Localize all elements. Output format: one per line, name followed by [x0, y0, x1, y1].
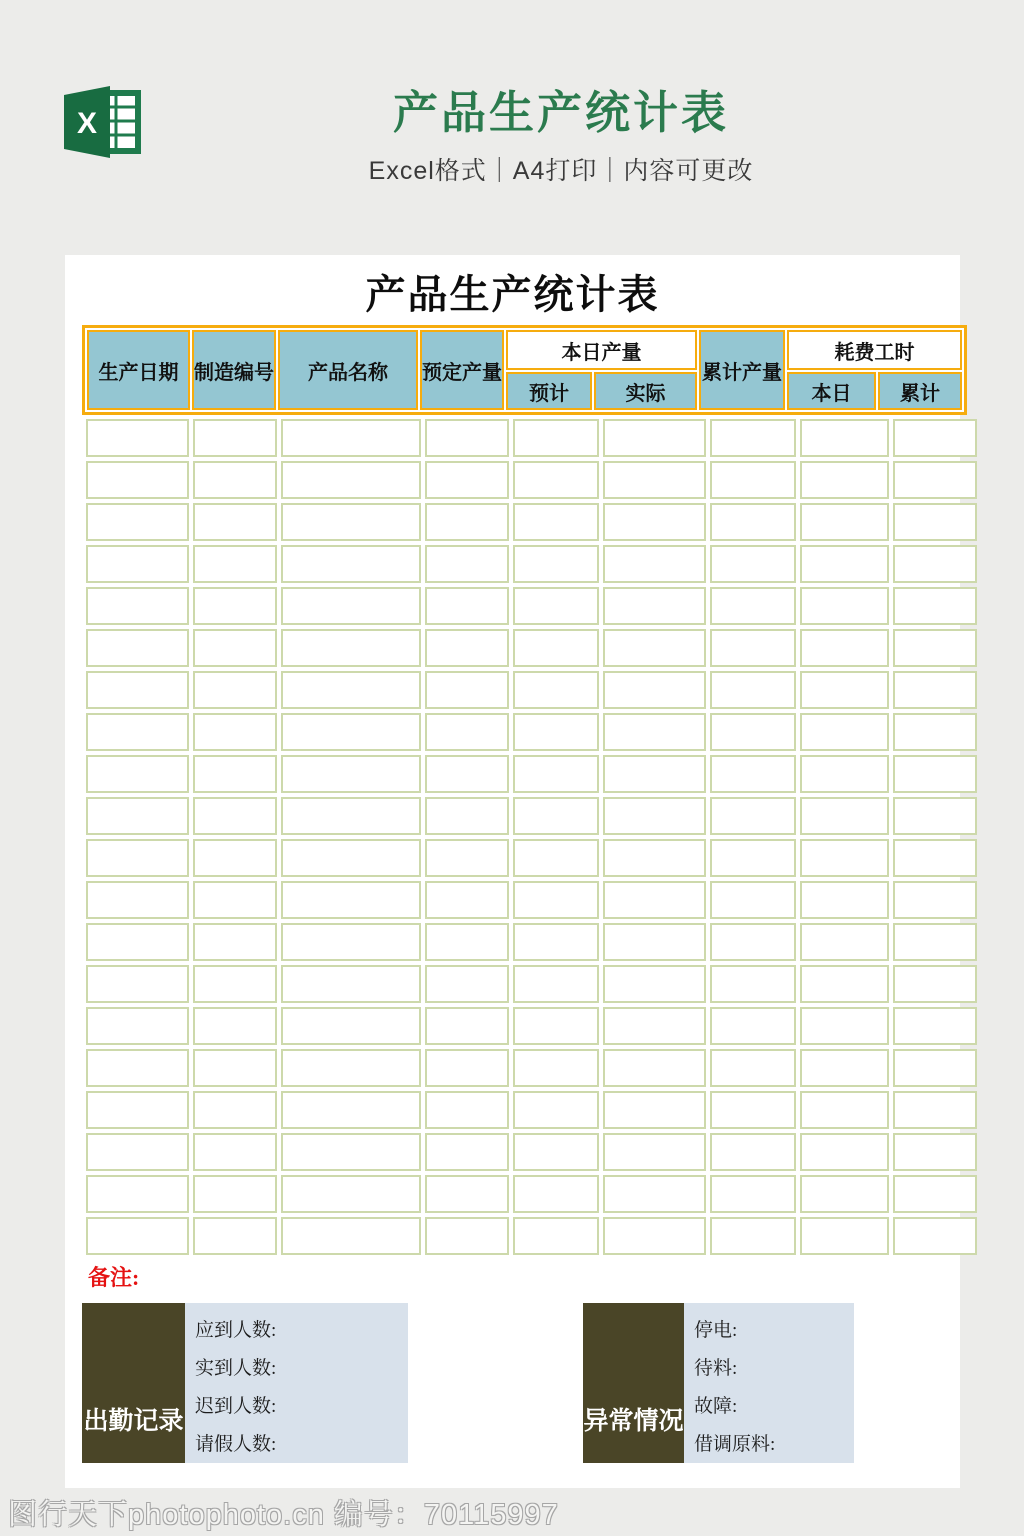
- body-cell: [603, 629, 706, 667]
- body-cell: [425, 797, 509, 835]
- body-row: [86, 461, 977, 499]
- col-header-planned-output: 预定产量: [420, 330, 504, 410]
- body-cell: [603, 797, 706, 835]
- body-cell: [800, 881, 889, 919]
- body-cell: [425, 1175, 509, 1213]
- body-cell: [603, 671, 706, 709]
- body-cell: [86, 923, 189, 961]
- body-cell: [86, 839, 189, 877]
- body-cell: [281, 797, 421, 835]
- abnormal-block: [583, 1303, 854, 1463]
- body-cell: [86, 1133, 189, 1171]
- body-cell: [710, 713, 796, 751]
- body-cell: [193, 1217, 277, 1255]
- body-cell: [710, 461, 796, 499]
- body-cell: [86, 881, 189, 919]
- body-cell: [800, 587, 889, 625]
- body-cell: [513, 1091, 599, 1129]
- body-cell: [800, 1091, 889, 1129]
- body-cell: [425, 587, 509, 625]
- body-cell: [193, 545, 277, 583]
- watermark-text: 图行天下photophoto.cn 编号：70115997: [8, 1499, 559, 1531]
- body-cell: [193, 1133, 277, 1171]
- abnormal-row-breakdown: 故障:: [694, 1395, 738, 1417]
- col-header-production-date: 生产日期: [87, 330, 190, 410]
- body-cell: [193, 419, 277, 457]
- attendance-rows: [185, 1303, 408, 1463]
- body-cell: [893, 587, 977, 625]
- body-cell: [800, 965, 889, 1003]
- body-cell: [425, 1049, 509, 1087]
- body-cell: [893, 1133, 977, 1171]
- body-cell: [513, 839, 599, 877]
- body-cell: [513, 965, 599, 1003]
- body-cell: [86, 1175, 189, 1213]
- body-row: [86, 545, 977, 583]
- body-cell: [513, 671, 599, 709]
- body-row: [86, 881, 977, 919]
- body-cell: [513, 503, 599, 541]
- body-cell: [893, 629, 977, 667]
- body-cell: [800, 503, 889, 541]
- body-cell: [193, 839, 277, 877]
- body-cell: [425, 629, 509, 667]
- body-cell: [710, 755, 796, 793]
- body-cell: [710, 965, 796, 1003]
- body-cell: [710, 503, 796, 541]
- body-cell: [513, 587, 599, 625]
- body-cell: [800, 419, 889, 457]
- body-cell: [893, 461, 977, 499]
- body-cell: [281, 587, 421, 625]
- body-cell: [193, 713, 277, 751]
- body-cell: [710, 839, 796, 877]
- body-cell: [603, 461, 706, 499]
- page-header: [0, 88, 1024, 187]
- body-row: [86, 503, 977, 541]
- abnormal-title: 异常情况: [583, 1303, 684, 1463]
- body-cell: [513, 1007, 599, 1045]
- body-cell: [86, 1091, 189, 1129]
- body-row: [86, 1091, 977, 1129]
- body-cell: [281, 881, 421, 919]
- body-cell: [86, 1049, 189, 1087]
- body-row: [86, 1175, 977, 1213]
- body-row: [86, 1133, 977, 1171]
- body-cell: [603, 923, 706, 961]
- body-cell: [425, 1217, 509, 1255]
- body-cell: [86, 587, 189, 625]
- body-cell: [893, 755, 977, 793]
- abnormal-rows: [684, 1303, 854, 1463]
- body-cell: [425, 503, 509, 541]
- body-cell: [86, 1007, 189, 1045]
- body-cell: [193, 1091, 277, 1129]
- body-cell: [513, 419, 599, 457]
- attendance-row-late: 迟到人数:: [195, 1395, 277, 1417]
- table-header: [82, 325, 967, 415]
- body-cell: [513, 545, 599, 583]
- body-cell: [603, 587, 706, 625]
- body-cell: [281, 1175, 421, 1213]
- template-title: 产品生产统计表: [392, 87, 729, 138]
- body-cell: [281, 1091, 421, 1129]
- body-cell: [893, 1049, 977, 1087]
- body-cell: [193, 1175, 277, 1213]
- body-cell: [425, 545, 509, 583]
- body-cell: [86, 797, 189, 835]
- body-cell: [603, 1217, 706, 1255]
- body-row: [86, 755, 977, 793]
- body-cell: [893, 1091, 977, 1129]
- body-cell: [425, 461, 509, 499]
- sheet-title: 产品生产统计表: [365, 273, 660, 317]
- body-cell: [710, 1049, 796, 1087]
- body-cell: [425, 1007, 509, 1045]
- body-cell: [710, 923, 796, 961]
- body-cell: [513, 1217, 599, 1255]
- body-cell: [800, 1007, 889, 1045]
- body-cell: [603, 881, 706, 919]
- body-cell: [800, 839, 889, 877]
- body-cell: [893, 503, 977, 541]
- body-cell: [603, 1133, 706, 1171]
- body-cell: [425, 1091, 509, 1129]
- body-cell: [513, 1175, 599, 1213]
- body-cell: [281, 755, 421, 793]
- body-cell: [710, 1133, 796, 1171]
- body-cell: [281, 419, 421, 457]
- body-cell: [281, 503, 421, 541]
- body-cell: [193, 965, 277, 1003]
- attendance-title: 出勤记录: [82, 1303, 185, 1463]
- body-cell: [513, 713, 599, 751]
- attendance-row-expected: 应到人数:: [195, 1319, 277, 1341]
- body-cell: [86, 629, 189, 667]
- body-cell: [800, 629, 889, 667]
- col-header-hours-today: 本日: [787, 372, 876, 410]
- body-cell: [710, 629, 796, 667]
- body-row: [86, 713, 977, 751]
- body-row: [86, 1007, 977, 1045]
- body-cell: [800, 1133, 889, 1171]
- body-row: [86, 1049, 977, 1087]
- body-cell: [193, 755, 277, 793]
- table-body-rows: [86, 419, 977, 1255]
- body-cell: [425, 881, 509, 919]
- body-cell: [281, 1007, 421, 1045]
- body-cell: [800, 1175, 889, 1213]
- col-header-today-planned: 预计: [506, 372, 592, 410]
- body-cell: [513, 1049, 599, 1087]
- body-cell: [193, 503, 277, 541]
- abnormal-row-await-material: 待料:: [694, 1357, 738, 1379]
- body-cell: [893, 1175, 977, 1213]
- body-cell: [710, 881, 796, 919]
- body-cell: [86, 419, 189, 457]
- body-cell: [281, 713, 421, 751]
- body-row: [86, 923, 977, 961]
- body-cell: [281, 965, 421, 1003]
- body-cell: [193, 1049, 277, 1087]
- body-cell: [281, 923, 421, 961]
- body-cell: [281, 671, 421, 709]
- col-header-cumulative-output: 累计产量: [699, 330, 785, 410]
- body-cell: [513, 755, 599, 793]
- body-cell: [513, 1133, 599, 1171]
- body-cell: [710, 545, 796, 583]
- body-cell: [800, 797, 889, 835]
- body-cell: [893, 419, 977, 457]
- body-row: [86, 629, 977, 667]
- body-cell: [193, 671, 277, 709]
- body-cell: [86, 1217, 189, 1255]
- body-cell: [893, 839, 977, 877]
- body-cell: [893, 797, 977, 835]
- body-cell: [800, 713, 889, 751]
- body-cell: [893, 1007, 977, 1045]
- body-cell: [800, 923, 889, 961]
- body-cell: [710, 797, 796, 835]
- col-header-today-actual: 实际: [594, 372, 697, 410]
- body-row: [86, 671, 977, 709]
- body-cell: [710, 1217, 796, 1255]
- body-cell: [710, 587, 796, 625]
- body-cell: [603, 965, 706, 1003]
- body-cell: [86, 671, 189, 709]
- body-cell: [603, 1175, 706, 1213]
- body-cell: [86, 965, 189, 1003]
- attendance-row-leave: 请假人数:: [195, 1433, 277, 1455]
- body-cell: [800, 755, 889, 793]
- abnormal-row-borrowed-material: 借调原料:: [694, 1433, 776, 1455]
- body-cell: [281, 461, 421, 499]
- body-cell: [603, 839, 706, 877]
- body-cell: [710, 671, 796, 709]
- body-cell: [193, 881, 277, 919]
- body-cell: [86, 713, 189, 751]
- col-header-hours-cumulative: 累计: [878, 372, 962, 410]
- body-cell: [513, 923, 599, 961]
- body-cell: [893, 713, 977, 751]
- notes-label: 备注:: [88, 1265, 140, 1290]
- attendance-row-actual: 实到人数:: [195, 1357, 277, 1379]
- body-cell: [893, 965, 977, 1003]
- body-cell: [425, 1133, 509, 1171]
- body-cell: [710, 1091, 796, 1129]
- col-group-labor-hours: 耗费工时: [787, 330, 962, 370]
- body-cell: [513, 629, 599, 667]
- body-cell: [193, 461, 277, 499]
- document-page: [65, 255, 960, 1488]
- body-cell: [425, 419, 509, 457]
- body-cell: [86, 503, 189, 541]
- body-cell: [281, 1133, 421, 1171]
- body-cell: [603, 1091, 706, 1129]
- body-row: [86, 965, 977, 1003]
- body-row: [86, 587, 977, 625]
- body-cell: [425, 755, 509, 793]
- body-cell: [603, 1049, 706, 1087]
- body-cell: [281, 545, 421, 583]
- body-cell: [893, 923, 977, 961]
- col-header-manufacture-no: 制造编号: [192, 330, 276, 410]
- body-row: [86, 839, 977, 877]
- abnormal-row-power-cut: 停电:: [694, 1319, 738, 1341]
- body-row: [86, 419, 977, 457]
- body-cell: [193, 923, 277, 961]
- attendance-block: [82, 1303, 408, 1463]
- body-row: [86, 797, 977, 835]
- body-cell: [893, 1217, 977, 1255]
- body-cell: [800, 1217, 889, 1255]
- body-cell: [800, 1049, 889, 1087]
- body-cell: [513, 797, 599, 835]
- body-cell: [281, 839, 421, 877]
- body-cell: [513, 881, 599, 919]
- template-subtitle: Excel格式｜A4打印｜内容可更改: [368, 156, 754, 185]
- body-cell: [603, 755, 706, 793]
- body-cell: [193, 797, 277, 835]
- body-cell: [603, 419, 706, 457]
- body-cell: [603, 545, 706, 583]
- body-cell: [800, 545, 889, 583]
- col-group-today-output: 本日产量: [506, 330, 697, 370]
- body-cell: [893, 545, 977, 583]
- body-cell: [425, 965, 509, 1003]
- body-cell: [513, 461, 599, 499]
- body-cell: [603, 1007, 706, 1045]
- body-cell: [193, 1007, 277, 1045]
- body-cell: [425, 923, 509, 961]
- body-cell: [86, 461, 189, 499]
- body-cell: [86, 545, 189, 583]
- body-cell: [710, 419, 796, 457]
- body-cell: [800, 461, 889, 499]
- body-cell: [893, 671, 977, 709]
- body-cell: [425, 671, 509, 709]
- body-cell: [893, 881, 977, 919]
- body-cell: [710, 1175, 796, 1213]
- body-cell: [425, 713, 509, 751]
- col-header-product-name: 产品名称: [278, 330, 418, 410]
- body-cell: [800, 671, 889, 709]
- body-cell: [281, 629, 421, 667]
- body-cell: [603, 503, 706, 541]
- body-cell: [193, 587, 277, 625]
- body-cell: [281, 1217, 421, 1255]
- table-body: [82, 415, 981, 1259]
- body-cell: [425, 839, 509, 877]
- body-cell: [281, 1049, 421, 1087]
- body-cell: [603, 713, 706, 751]
- body-cell: [193, 629, 277, 667]
- body-cell: [710, 1007, 796, 1045]
- body-cell: [86, 755, 189, 793]
- body-row: [86, 1217, 977, 1255]
- excel-x-letter: X: [76, 107, 98, 140]
